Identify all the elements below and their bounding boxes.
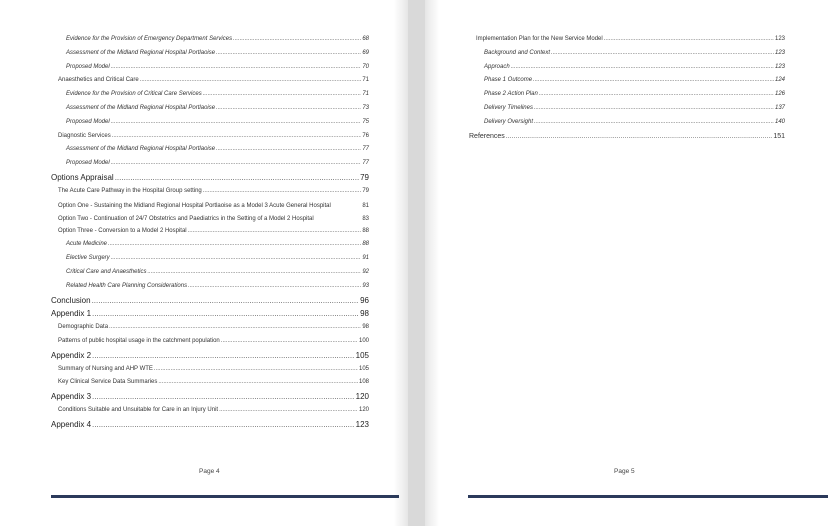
toc-entry[interactable] bbox=[51, 47, 369, 61]
dot-leader bbox=[154, 363, 358, 377]
toc-entry-title: Appendix 3 bbox=[51, 392, 92, 402]
document-page-left bbox=[0, 0, 408, 526]
document-page-right bbox=[425, 0, 835, 526]
dot-leader bbox=[203, 88, 362, 102]
footer-rule bbox=[51, 495, 399, 498]
toc-entry-page-number: 98 bbox=[360, 309, 369, 319]
toc-entry[interactable] bbox=[51, 116, 369, 130]
toc-entry-page-number: 120 bbox=[358, 406, 369, 413]
toc-entry-page-number: 70 bbox=[362, 63, 369, 70]
toc-entry-title: Phase 2 Action Plan bbox=[484, 91, 538, 98]
toc-entry-title: Option One - Sustaining the Midland Regional Hospital Portlaoise as a Model 3 Acute General Hospital bbox=[58, 202, 331, 209]
toc-entry-page-number: 120 bbox=[355, 392, 369, 402]
toc-entry-title: Background and Context bbox=[484, 49, 551, 56]
toc-entry-title: Anaesthetics and Critical Care bbox=[58, 77, 139, 84]
toc-entry-page-number: 126 bbox=[774, 91, 785, 98]
toc-entry[interactable] bbox=[51, 335, 369, 349]
dot-leader bbox=[219, 404, 358, 418]
toc-entry-title: Acute Medicine bbox=[66, 241, 108, 248]
toc-entry-title: Delivery Timelines bbox=[484, 104, 533, 111]
dot-leader bbox=[109, 321, 361, 335]
toc-entry-title: Approach bbox=[484, 63, 510, 70]
toc-entry-page-number: 75 bbox=[362, 118, 369, 125]
toc-entry-page-number: 71 bbox=[362, 91, 369, 98]
toc-entry-page-number: 123 bbox=[774, 49, 785, 56]
dot-leader bbox=[233, 33, 361, 47]
toc-entry[interactable] bbox=[51, 321, 369, 335]
toc-entry-title: Proposed Model bbox=[66, 118, 110, 125]
dot-leader bbox=[221, 335, 358, 349]
toc-entry-page-number: 93 bbox=[362, 282, 369, 289]
toc-entry-page-number: 124 bbox=[774, 77, 785, 84]
toc-entry-title: Assessment of the Midland Regional Hospital Portlaoise bbox=[66, 146, 216, 153]
toc-entry-title: Demographic Data bbox=[58, 324, 109, 331]
dot-leader bbox=[511, 61, 774, 75]
toc-entry-title: Diagnostic Services bbox=[58, 132, 111, 139]
dot-leader bbox=[506, 130, 773, 144]
toc-entry-title: Key Clinical Service Data Summaries bbox=[58, 379, 158, 386]
dot-leader bbox=[188, 280, 361, 294]
dot-leader bbox=[534, 102, 774, 116]
page-gutter-shadow bbox=[425, 0, 439, 526]
toc-entry-title: Elective Surgery bbox=[66, 255, 110, 262]
toc-entry-title: Conditions Suitable and Unsuitable for Care in an Injury Unit bbox=[58, 406, 219, 413]
dot-leader bbox=[111, 61, 362, 75]
dot-leader bbox=[539, 88, 774, 102]
toc-entry-title: Option Two - Continuation of 24/7 Obstetrics and Paediatrics in the Setting of a Model 2 Hospital bbox=[58, 215, 314, 222]
page-gutter-shadow bbox=[394, 0, 408, 526]
toc-entry-title: References bbox=[469, 132, 505, 140]
toc-entry-title: Summary of Nursing and AHP WTE bbox=[58, 365, 153, 372]
toc-entry[interactable] bbox=[51, 307, 369, 321]
toc-entry-page-number: 69 bbox=[362, 49, 369, 56]
toc-entry[interactable] bbox=[469, 130, 785, 144]
table-of-contents bbox=[51, 33, 369, 432]
toc-entry-page-number: 76 bbox=[362, 132, 369, 139]
toc-entry-page-number: 123 bbox=[774, 36, 785, 42]
toc-entry[interactable] bbox=[51, 418, 369, 432]
toc-entry[interactable] bbox=[51, 143, 369, 157]
toc-entry[interactable] bbox=[51, 171, 369, 185]
toc-entry-page-number: 83 bbox=[362, 215, 369, 222]
dot-leader bbox=[188, 225, 362, 239]
toc-entry[interactable] bbox=[51, 33, 369, 47]
toc-entry-title: Option Three - Conversion to a Model 2 Hospital bbox=[58, 227, 187, 234]
toc-entry[interactable] bbox=[51, 130, 369, 144]
toc-entry-title: Appendix 4 bbox=[51, 419, 92, 429]
toc-entry[interactable] bbox=[51, 252, 369, 266]
dot-leader bbox=[111, 252, 362, 266]
toc-entry-page-number: 100 bbox=[358, 337, 369, 344]
toc-entry-page-number: 79 bbox=[362, 187, 369, 194]
toc-entry-page-number: 71 bbox=[362, 77, 369, 84]
toc-entry-title: Critical Care and Anaesthetics bbox=[66, 268, 147, 275]
toc-entry[interactable] bbox=[51, 363, 369, 377]
toc-entry-page-number: 91 bbox=[362, 255, 369, 262]
dot-leader bbox=[92, 390, 355, 404]
toc-entry-page-number: 137 bbox=[774, 104, 785, 111]
toc-entry[interactable] bbox=[51, 404, 369, 418]
toc-entry-page-number: 151 bbox=[773, 132, 785, 140]
toc-entry[interactable] bbox=[469, 102, 785, 116]
toc-entry[interactable] bbox=[469, 74, 785, 88]
toc-entry-page-number: 105 bbox=[355, 350, 369, 360]
toc-entry[interactable] bbox=[51, 390, 369, 404]
dot-leader bbox=[551, 47, 774, 61]
dot-leader bbox=[203, 185, 362, 199]
dot-leader bbox=[92, 307, 359, 321]
toc-entry[interactable] bbox=[469, 47, 785, 61]
footer-rule bbox=[468, 495, 828, 498]
toc-entry[interactable] bbox=[51, 61, 369, 75]
toc-entry-title: The Acute Care Pathway in the Hospital Group setting bbox=[58, 187, 202, 194]
toc-entry-page-number: 79 bbox=[360, 172, 369, 182]
dot-leader bbox=[92, 418, 355, 432]
toc-entry-title: Evidence for the Provision of Emergency Department Services bbox=[66, 36, 233, 42]
toc-entry[interactable] bbox=[51, 185, 369, 199]
toc-entry[interactable] bbox=[469, 61, 785, 75]
toc-entry-title: Delivery Oversight bbox=[484, 118, 534, 125]
toc-entry-page-number: 123 bbox=[774, 63, 785, 70]
toc-entry-page-number: 88 bbox=[362, 241, 369, 248]
dot-leader bbox=[108, 238, 361, 252]
toc-entry-page-number: 73 bbox=[362, 104, 369, 111]
toc-entry[interactable] bbox=[51, 88, 369, 102]
toc-entry-title: Implementation Plan for the New Service Model bbox=[476, 36, 603, 42]
toc-entry[interactable] bbox=[51, 74, 369, 88]
dot-leader bbox=[92, 294, 360, 308]
dot-leader bbox=[147, 266, 361, 280]
toc-entry-title: Patterns of public hospital usage in the catchment population bbox=[58, 337, 220, 344]
dot-leader bbox=[216, 47, 361, 61]
dot-leader bbox=[115, 171, 359, 185]
dot-leader bbox=[111, 116, 362, 130]
toc-entry-title: Conclusion bbox=[51, 295, 91, 305]
toc-entry[interactable] bbox=[469, 116, 785, 130]
dot-leader bbox=[112, 130, 362, 144]
toc-entry-page-number: 105 bbox=[358, 365, 369, 372]
dot-leader bbox=[216, 102, 361, 116]
toc-entry[interactable] bbox=[51, 294, 369, 308]
toc-entry[interactable] bbox=[51, 225, 369, 239]
toc-entry[interactable] bbox=[469, 88, 785, 102]
toc-entry[interactable] bbox=[51, 238, 369, 252]
toc-entry-title: Proposed Model bbox=[66, 160, 110, 167]
dot-leader bbox=[92, 349, 355, 363]
dot-leader bbox=[140, 74, 362, 88]
page-number: Page 5 bbox=[614, 468, 635, 475]
toc-entry[interactable] bbox=[51, 266, 369, 280]
dot-leader bbox=[604, 33, 774, 47]
dot-leader bbox=[534, 116, 774, 130]
dot-leader bbox=[111, 157, 362, 171]
toc-entry-page-number: 68 bbox=[362, 36, 369, 42]
toc-entry[interactable] bbox=[51, 199, 369, 212]
toc-entry-page-number: 108 bbox=[358, 379, 369, 386]
toc-entry[interactable] bbox=[469, 33, 785, 47]
toc-entry-page-number: 81 bbox=[362, 202, 369, 209]
toc-entry-page-number: 98 bbox=[362, 324, 369, 331]
dot-leader bbox=[216, 143, 361, 157]
toc-entry-title: Related Health Care Planning Considerations bbox=[66, 282, 188, 289]
toc-entry-page-number: 77 bbox=[362, 160, 369, 167]
table-of-contents bbox=[469, 33, 785, 143]
dot-leader bbox=[158, 376, 358, 390]
toc-entry-page-number: 140 bbox=[774, 118, 785, 125]
toc-entry-title: Assessment of the Midland Regional Hospital Portlaoise bbox=[66, 104, 216, 111]
toc-entry-title: Phase 1 Outcome bbox=[484, 77, 533, 84]
toc-entry[interactable] bbox=[51, 349, 369, 363]
toc-entry[interactable] bbox=[51, 102, 369, 116]
toc-entry[interactable] bbox=[51, 157, 369, 171]
page-number: Page 4 bbox=[199, 468, 220, 475]
toc-entry[interactable] bbox=[51, 212, 369, 225]
toc-entry-title: Evidence for the Provision of Critical Care Services bbox=[66, 91, 202, 98]
toc-entry[interactable] bbox=[51, 376, 369, 390]
toc-entry[interactable] bbox=[51, 280, 369, 294]
toc-entry-page-number: 77 bbox=[362, 146, 369, 153]
toc-entry-page-number: 96 bbox=[360, 295, 369, 305]
toc-entry-page-number: 92 bbox=[362, 268, 369, 275]
toc-entry-title: Appendix 2 bbox=[51, 350, 92, 360]
toc-entry-page-number: 88 bbox=[362, 227, 369, 234]
toc-entry-title: Options Appraisal bbox=[51, 172, 114, 182]
toc-entry-title: Assessment of the Midland Regional Hospital Portlaoise bbox=[66, 49, 216, 56]
dot-leader bbox=[533, 74, 774, 88]
toc-entry-page-number: 123 bbox=[355, 419, 369, 429]
toc-entry-title: Appendix 1 bbox=[51, 309, 92, 319]
toc-entry-title: Proposed Model bbox=[66, 63, 110, 70]
